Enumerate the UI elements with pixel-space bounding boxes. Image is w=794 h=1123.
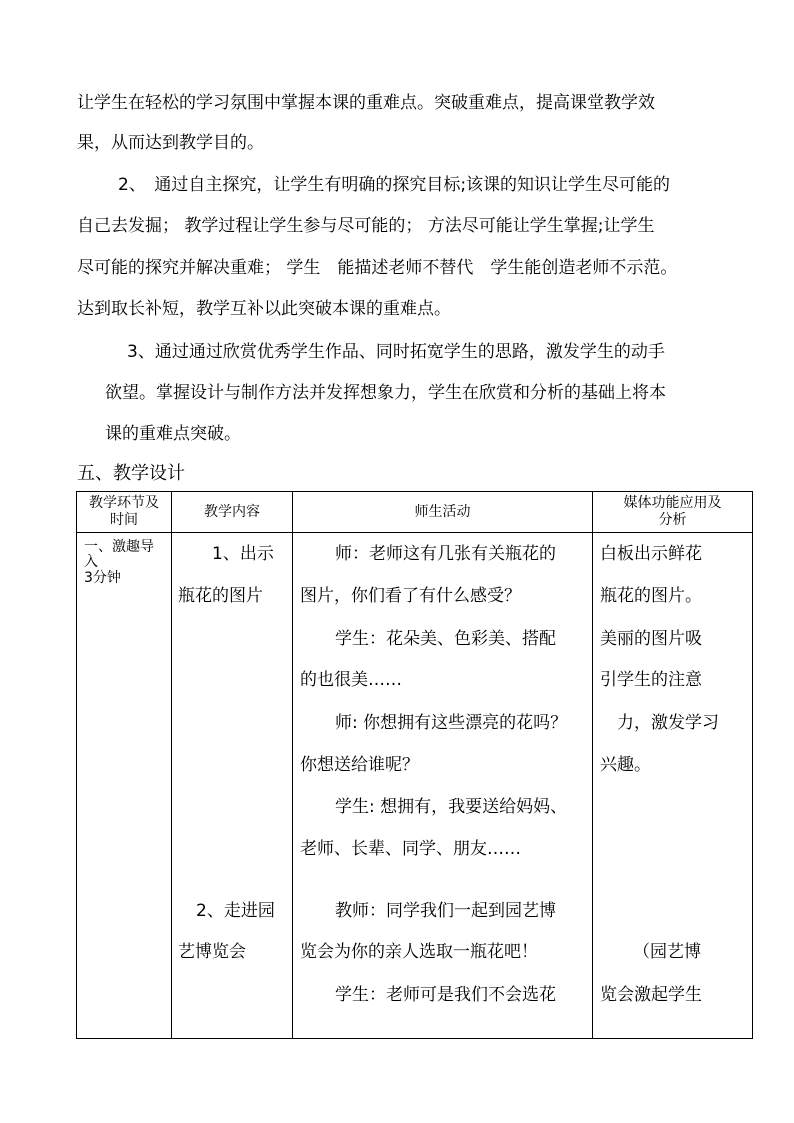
text-line: 欲望。掌握设计与制作方法并发挥想象力，学生在欣赏和分析的基础上将本 xyxy=(105,383,666,403)
text-line: 尽可能的探究并解决重难； 学生 能描述老师不替代 学生能创造老师不示范。 xyxy=(77,258,678,278)
activity-line: 师: 你想拥有这些漂亮的花吗？ xyxy=(335,713,568,733)
header-activity-label: 师生活动 xyxy=(414,503,471,520)
header-content-label: 教学内容 xyxy=(204,503,260,520)
media-line: 兴趣。 xyxy=(600,755,651,775)
header-content xyxy=(172,492,293,533)
content-item1-line2: 瓶花的图片 xyxy=(178,586,263,606)
activity-line: 的也很美…… xyxy=(300,670,402,690)
header-activity xyxy=(293,492,593,533)
table-row xyxy=(77,533,753,1039)
header-stage-line1: 教学环节及 xyxy=(89,495,159,511)
text-line: 自己去发掘； 教学过程让学生参与尽可能的； 方法尽可能让学生掌握;让学生 xyxy=(77,216,655,236)
activity-line: 教师：同学我们一起到园艺博 xyxy=(335,901,556,921)
section-title: 五、教学设计 xyxy=(77,463,185,484)
media-cell xyxy=(593,533,753,1039)
activity-cell xyxy=(293,533,593,1039)
header-media-line2: 分析 xyxy=(658,512,687,528)
stage-cell xyxy=(77,533,172,1039)
text-line: 课的重难点突破。 xyxy=(105,424,241,444)
media-line: （园艺博 xyxy=(633,942,701,962)
stage-line2: 入 xyxy=(84,554,98,570)
text-line: 达到取长补短，教学互补以此突破本课的重难点。 xyxy=(77,299,451,319)
header-media-line1: 媒体功能应用及 xyxy=(623,495,722,511)
activity-line: 学生：花朵美、色彩美、搭配 xyxy=(335,629,556,649)
content-item2-line2: 艺博览会 xyxy=(178,942,246,962)
stage-line1: 一、激趣导 xyxy=(84,539,154,555)
media-line: 白板出示鲜花 xyxy=(600,544,702,564)
header-media xyxy=(593,492,753,533)
teaching-design-table xyxy=(76,491,753,1039)
text-line: 3、通过通过欣赏优秀学生作品、同时拓宽学生的思路，激发学生的动手 xyxy=(127,342,665,362)
activity-line: 师：老师这有几张有关瓶花的 xyxy=(335,544,556,564)
activity-line: 老师、长辈、同学、朋友…… xyxy=(300,839,521,859)
table-header-row xyxy=(77,492,753,533)
media-line: 瓶花的图片。 xyxy=(600,586,702,606)
activity-line: 览会为你的亲人选取一瓶花吧！ xyxy=(300,942,538,962)
media-line: 览会激起学生 xyxy=(600,985,702,1005)
content-item2-line1: 2、走进园 xyxy=(196,901,275,921)
media-line: 力，激发学习 xyxy=(617,713,719,733)
stage-time: 3分钟 xyxy=(84,570,121,586)
media-line: 美丽的图片吸 xyxy=(600,629,702,649)
content-cell xyxy=(172,533,293,1039)
activity-line: 图片，你们看了有什么感受？ xyxy=(300,586,521,606)
text-line: 让学生在轻松的学习氛围中掌握本课的重难点。突破重难点，提高课堂教学效 xyxy=(77,93,655,113)
activity-line: 学生：老师可是我们不会选花 xyxy=(335,985,556,1005)
text-line: 2、 通过自主探究，让学生有明确的探究目标;该课的知识让学生尽可能的 xyxy=(118,175,671,195)
header-stage-line2: 时间 xyxy=(110,512,138,528)
activity-line: 学生: 想拥有，我要送给妈妈、 xyxy=(335,797,568,817)
media-line: 引学生的注意 xyxy=(600,670,702,690)
text-line: 果，从而达到教学目的。 xyxy=(77,133,264,153)
activity-line: 你想送给谁呢？ xyxy=(300,755,419,775)
content-item1-line1: 1、出示 xyxy=(212,544,274,564)
header-stage xyxy=(77,492,172,533)
